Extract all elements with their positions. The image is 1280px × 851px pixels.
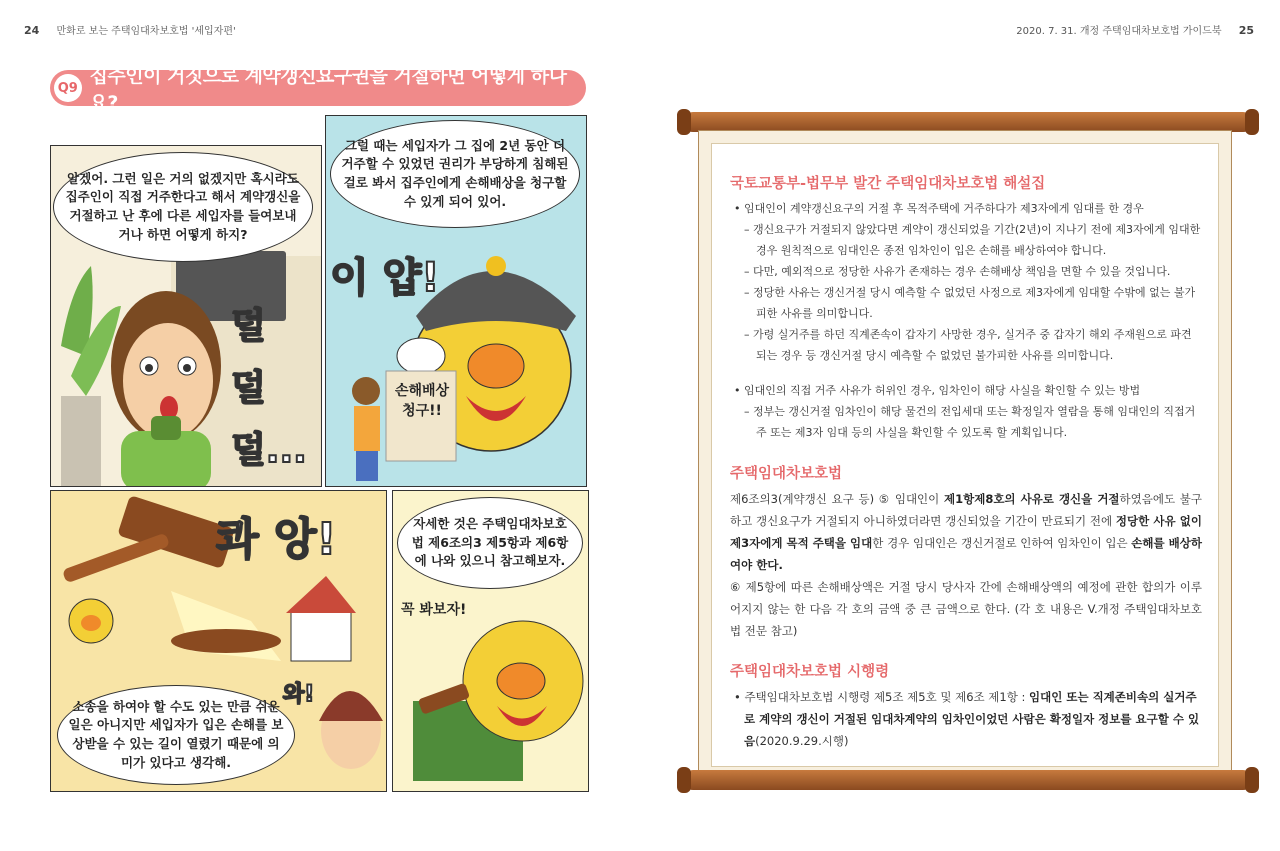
left-page-number: 24: [24, 24, 40, 37]
panel2-sign-text: 손해배상 청구!!: [394, 383, 450, 419]
right-page-header: [1016, 22, 1254, 37]
question-badge: Q9: [54, 74, 82, 102]
panel2-sound-effect: 이 얍!: [330, 255, 440, 301]
panel3-sound-effect-2: 와!: [283, 682, 315, 707]
section1-body: [732, 198, 1202, 443]
section2-body: [730, 488, 1202, 642]
panel4-speech-bubble: 자세한 것은 주택임대차보호법 제6조의3 제5항과 제6항에 나와 있으니 참고해보자.: [397, 497, 583, 589]
section2-p1-bold-1: 제1항제8호의 사유로 갱신을 거절: [943, 492, 1120, 506]
panel4-sound-effect: 꼭 봐보자!: [401, 602, 467, 618]
question-banner: [50, 65, 586, 114]
section3-text-c: (2020.9.29.시행): [755, 734, 849, 748]
section1-bullet-1: • 임대인이 계약갱신요구의 거절 후 목적주택에 거주하다가 제3자에게 임대를 한 경우: [734, 202, 1144, 215]
scroll-top-knob-left: [677, 109, 691, 135]
scroll-bottom-knob-right: [1245, 767, 1259, 793]
panel2-speech-bubble: 그럴 때는 세입자가 그 집에 2년 동안 더 거주할 수 있었던 권리가 부당하게 침해된 걸로 봐서 집주인에게 손해배상을 청구할 수 있게 되어 있어.: [330, 120, 580, 228]
section2-paragraph-1: [730, 488, 1202, 576]
section1-bullet-2: • 임대인의 직접 거주 사유가 허위인 경우, 임차인이 해당 사실을 확인할 수 있는 방법: [734, 384, 1141, 397]
comic-panel-2: [325, 115, 587, 487]
section1-dash-3: – 정당한 사유는 갱신거절 당시 예측할 수 없었던 사정으로 제3자에게 임대할 수밖에 없는 불가피한 사유를 의미합니다.: [744, 286, 1196, 320]
section2-p1-text-c: 하였음에도 불구하고 갱신요구가 거절되지 아니하였더라면 갱신되었을 기간이 만료되기 전에: [730, 492, 1203, 528]
left-page-title: 만화로 보는 주택임대차보호법 '세입자편': [56, 26, 236, 37]
section2-p1-text-a: 제6조의3(계약갱신 요구 등) ⑤ 임대인이: [730, 492, 944, 506]
section2-paragraph-2: ⑥ 제5항에 따른 손해배상액은 거절 당시 당사자 간에 손해배상액의 예정에 관한 합의가 이루어지지 않는 한 다음 각 호의 금액 중 큰 금액으로 한다. (각 호 내용은 V.개정 주택임대차보호법 전문 참고): [730, 580, 1202, 638]
section3-text-a: • 주택임대차보호법 시행령 제5조 제5호 및 제6조 제1항 :: [734, 690, 1030, 704]
section2-p1-bold-2: 정당한 사유 없이 제3자에게 목적 주택을 임대: [730, 514, 1202, 550]
right-page-title: 2020. 7. 31. 개정 주택임대차보호법 가이드북: [1016, 26, 1222, 37]
panel3-speech-bubble: 소송을 하여야 할 수도 있는 만큼 쉬운일은 아니지만 세입자가 입은 손해를 보상받을 수 있는 길이 열렸기 때문에 의미가 있다고 생각해.: [57, 685, 295, 785]
comic-panel-4: [392, 490, 589, 792]
section2-p1-text-e: 한 경우 임대인은 갱신거절로 인하여 임차인이 입은: [872, 536, 1132, 550]
scroll-top-knob-right: [1245, 109, 1259, 135]
section1-dash-2: – 다만, 예외적으로 정당한 사유가 존재하는 경우 손해배상 책임을 면할 수 있을 것입니다.: [744, 265, 1171, 278]
section2-title: 주택임대차보호법: [730, 466, 843, 482]
panel3-sound-effect: 콰 앙!: [216, 514, 337, 565]
section3-bullet: [732, 686, 1202, 752]
section2-p1-bold-3: 손해를 배상하여야 한다.: [730, 536, 1202, 572]
section3-body: [732, 686, 1202, 752]
comic-panel-3: [50, 490, 387, 792]
right-page-number: 25: [1238, 24, 1254, 37]
section1-dash-1: – 갱신요구가 거절되지 않았다면 계약이 갱신되었을 기간(2년)이 지나기 전에 제3자에게 임대한 경우 원칙적으로 임대인은 종전 임차인이 입은 손해를 배상하여야 합니다.: [744, 223, 1201, 257]
section3-bold: 임대인 또는 직계존비속의 실거주로 계약의 갱신이 거절된 임대차계약의 임차인이었던 사람은 확정일자 정보를 요구할 수 있음: [744, 690, 1200, 748]
left-page-header: [24, 22, 236, 37]
right-content: [700, 130, 1230, 778]
section1-dash-5: – 정부는 갱신거절 임차인이 해당 물건의 전입세대 또는 확정일자 열람을 통해 임대인의 직접거주 또는 제3자 임대 등의 사실을 확인할 수 있도록 할 계획입니다.: [744, 405, 1196, 439]
scroll-bottom-knob-left: [677, 767, 691, 793]
panel1-sound-effect: 덜 덜 덜...: [231, 306, 307, 471]
section3-title: 주택임대차보호법 시행령: [730, 664, 890, 680]
section1-dash-4: – 가령 실거주를 하던 직계존속이 갑자기 사망한 경우, 실거주 중 갑자기 해외 주재원으로 파견되는 경우 등 갱신거절 당시 예측할 수 없었던 불가피한 사유를 의미합니다.: [744, 328, 1192, 362]
comic-panel-1: [50, 145, 322, 487]
scroll-top-rod: [683, 112, 1253, 132]
panel1-speech-bubble: 알겠어. 그런 일은 거의 없겠지만 혹시라도 집주인이 직접 거주한다고 해서 계약갱신을 거절하고 난 후에 다른 세입자를 들여보내거나 하면 어떻게 하지?: [53, 152, 313, 262]
question-title: 집주인이 거짓으로 계약갱신요구권을 거절하면 어떻게 하나요?: [89, 65, 567, 114]
section1-title: 국토교통부-법무부 발간 주택임대차보호법 해설집: [730, 176, 1046, 192]
